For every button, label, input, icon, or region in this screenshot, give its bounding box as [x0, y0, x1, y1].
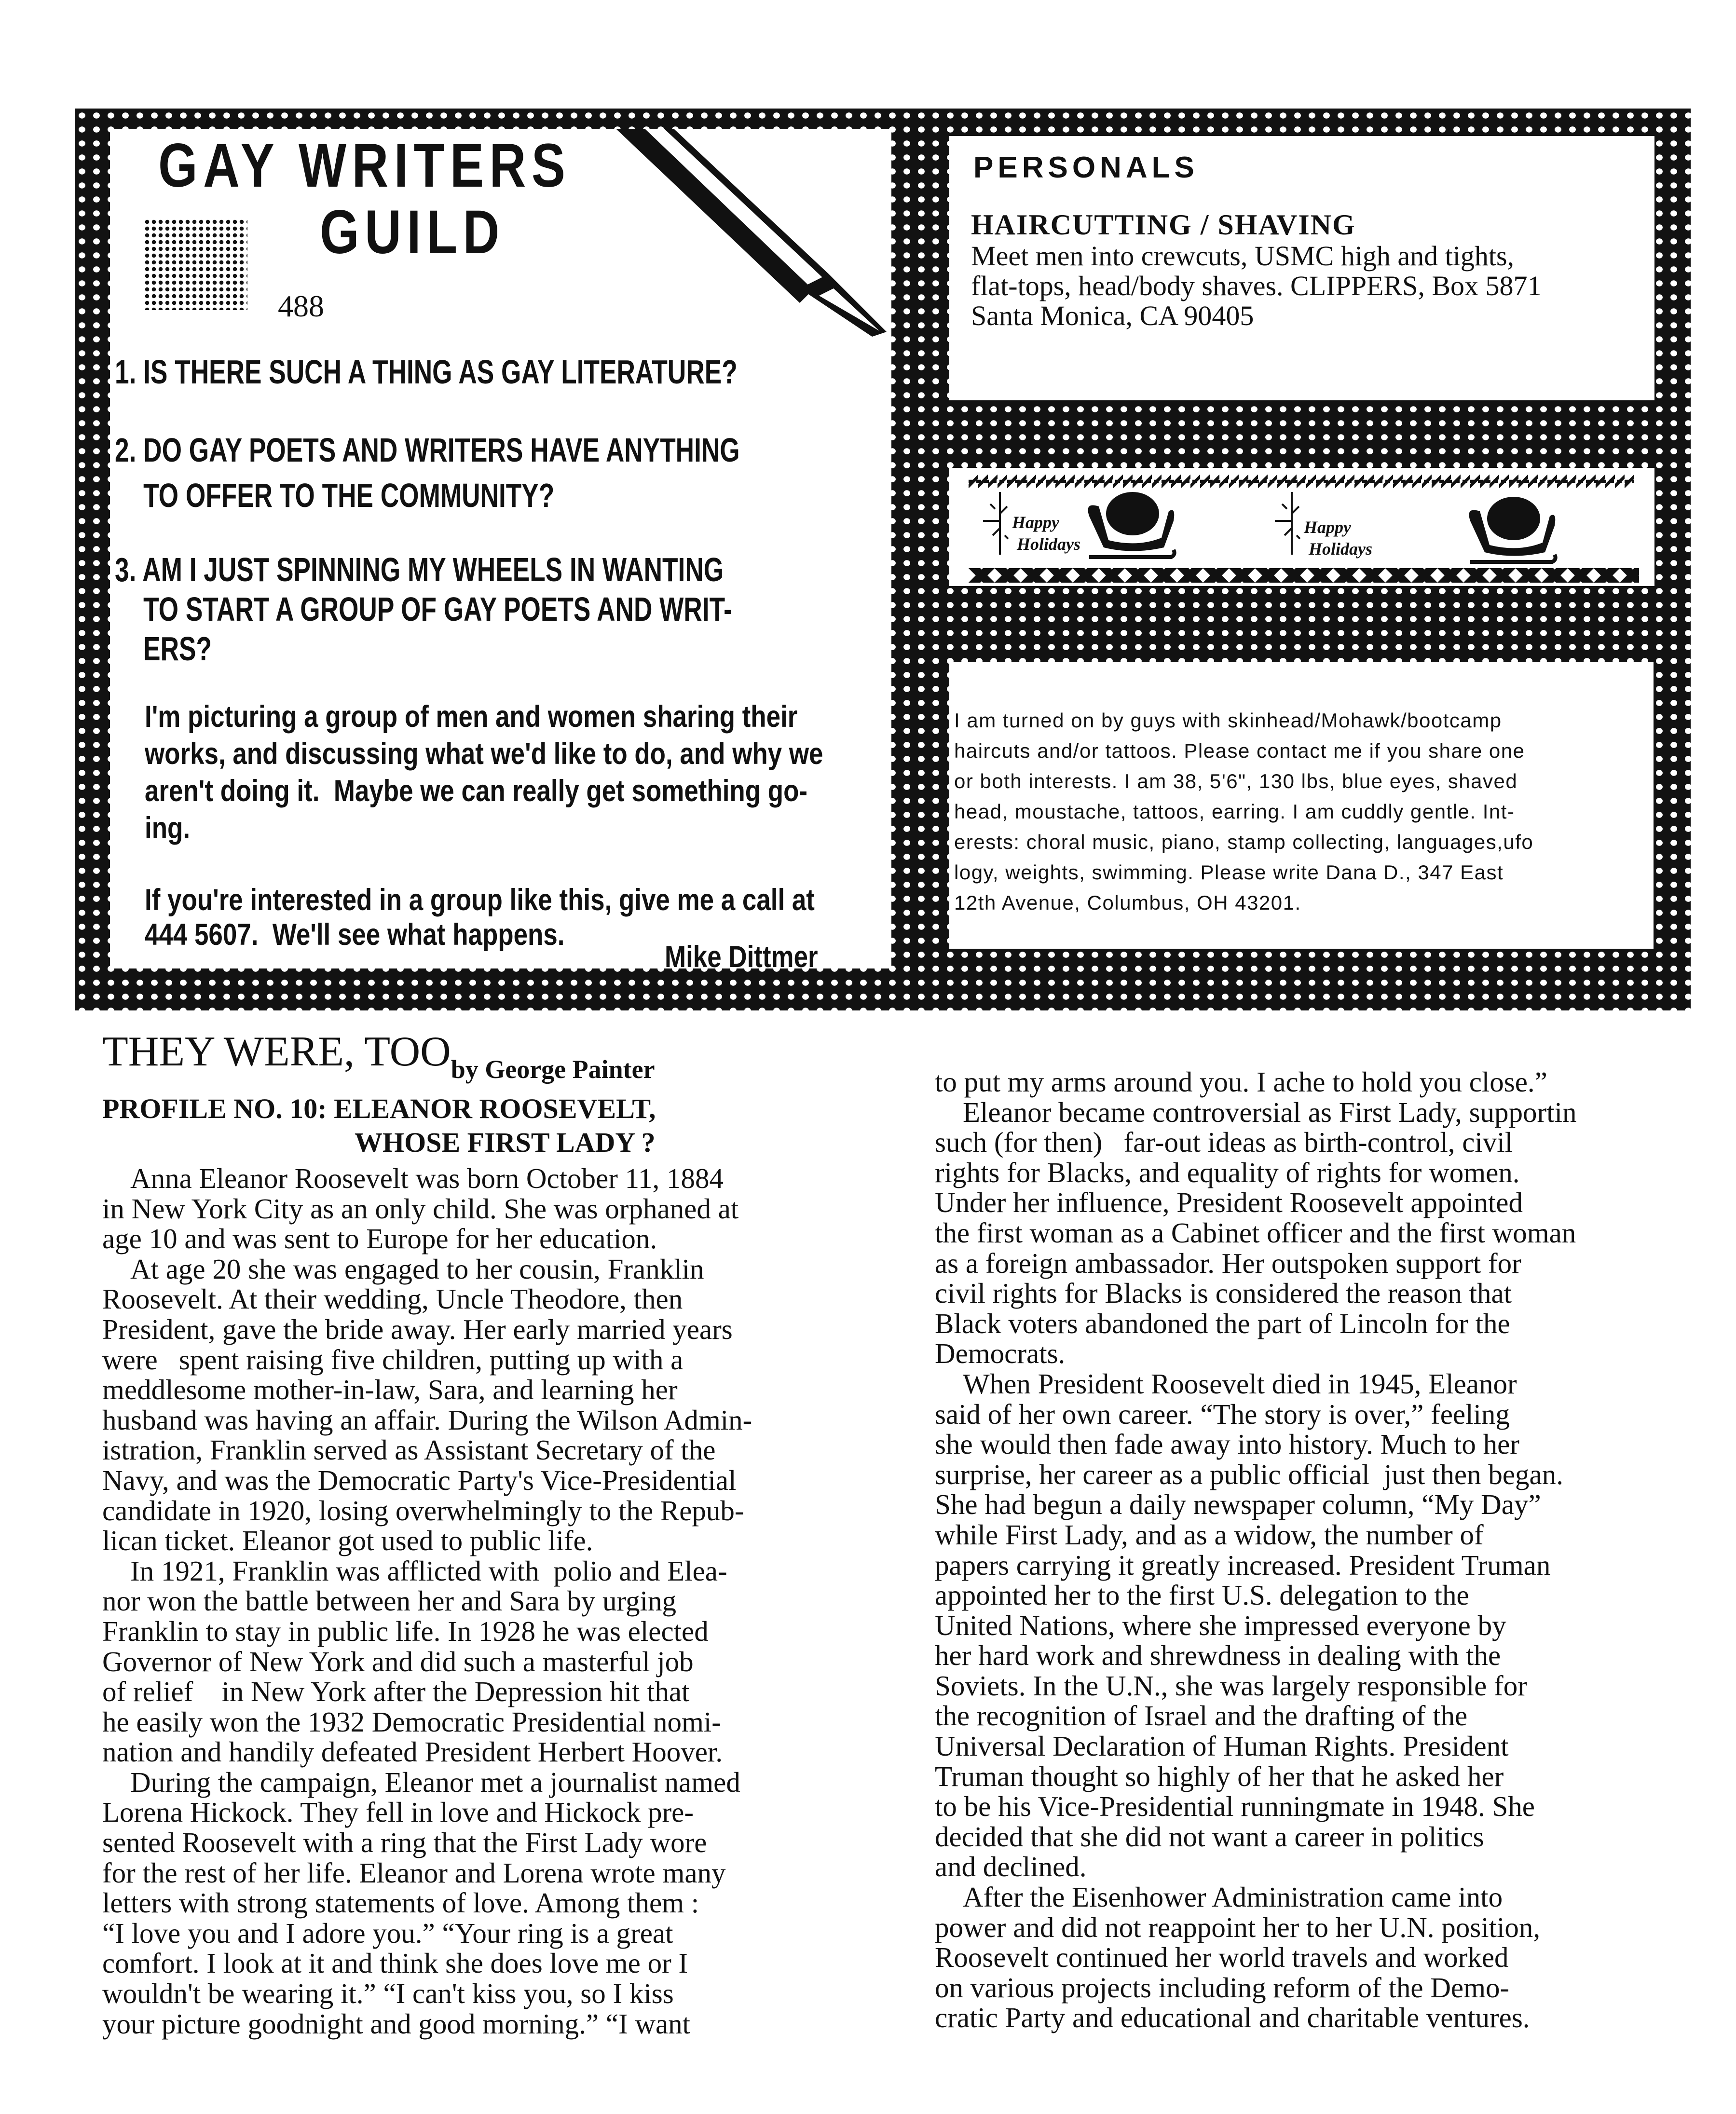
- text-line: President, gave the bride away. Her early married years: [102, 1313, 733, 1345]
- text-line: or both interests. I am 38, 5'6", 130 lbs, blue eyes, shaved: [954, 770, 1518, 792]
- text-line: and declined.: [935, 1851, 1087, 1883]
- text-line: aren't doing it. Maybe we can really get something go-: [145, 774, 808, 808]
- text-line: After the Eisenhower Administration came into: [963, 1881, 1503, 1913]
- text-line: 1. IS THERE SUCH A THING AS GAY LITERATURE?: [115, 353, 738, 391]
- text-line: erests: choral music, piano, stamp collecting, languages,ufo: [954, 831, 1534, 853]
- text-line: “I love you and I adore you.” “Your ring is a great: [102, 1917, 673, 1949]
- text-line: ing.: [145, 811, 191, 845]
- arrow-border-top-marks: [969, 475, 1634, 488]
- text-line: haircuts and/or tattoos. Please contact me if you share one: [954, 739, 1525, 762]
- text-line: on various projects including reform of the Demo-: [935, 1971, 1510, 2004]
- text-line: the first woman as a Cabinet officer and the first woman: [935, 1216, 1576, 1249]
- text-line: During the campaign, Eleanor met a journalist named: [130, 1766, 740, 1798]
- text-line: meddlesome mother-in-law, Sara, and learning her: [102, 1374, 678, 1406]
- guild-title-line2: GUILD: [320, 198, 505, 267]
- text-line: decided that she did not want a career in politics: [935, 1820, 1484, 1853]
- text-line: Roosevelt continued her world travels and worked: [935, 1941, 1509, 1974]
- text-line: to be his Vice-Presidential runningmate in 1948. She: [935, 1790, 1535, 1823]
- text-line: At age 20 she was engaged to her cousin, Franklin: [130, 1253, 704, 1285]
- text-line: Franklin to stay in public life. In 1928 he was elected: [102, 1615, 709, 1647]
- text-line: sented Roosevelt with a ring that the First Lady wore: [102, 1827, 707, 1859]
- question-3: [115, 550, 732, 668]
- text-line: surprise, her career as a public official just then began.: [935, 1458, 1563, 1490]
- greeting-holidays-1: Holidays: [1017, 534, 1080, 554]
- text-line: In 1921, Franklin was afflicted with polio and Elea-: [130, 1555, 727, 1587]
- text-line: 2. DO GAY POETS AND WRITERS HAVE ANYTHING: [115, 431, 740, 469]
- text-line: lican ticket. Eleanor got used to public life.: [102, 1525, 593, 1557]
- text-line: flat-tops, head/body shaves. CLIPPERS, Box 5871: [971, 270, 1542, 301]
- text-line: head, moustache, tattoos, earring. I am cuddly gentle. Int-: [954, 800, 1515, 823]
- text-line: in New York City as an only child. She was orphaned at: [102, 1192, 739, 1225]
- guild-title-line1: GAY WRITERS: [158, 131, 571, 200]
- personal-ad-dana: [949, 662, 1654, 949]
- guild-number: 488: [278, 289, 324, 323]
- text-line: nation and handily defeated President Herbert Hoover.: [102, 1736, 723, 1768]
- fountain-pen-icon: [616, 129, 896, 341]
- text-line: I'm picturing a group of men and women sharing their: [145, 700, 798, 734]
- text-line: of relief in New York after the Depression hit that: [102, 1676, 690, 1708]
- text-line: nor won the battle between her and Sara by urging: [102, 1585, 677, 1617]
- text-line: cratic Party and educational and charitable ventures.: [935, 2002, 1530, 2034]
- text-line: Eleanor became controversial as First Lady, supportin: [963, 1096, 1577, 1128]
- text-line: for the rest of her life. Eleanor and Lorena wrote many: [102, 1856, 726, 1889]
- happy-holidays-banner: [949, 468, 1654, 586]
- text-line: Black voters abandoned the part of Lincoln for the: [935, 1307, 1510, 1339]
- text-line: Governor of New York and did such a masterful job: [102, 1645, 694, 1678]
- question-2: [115, 427, 740, 518]
- text-line: papers carrying it greatly increased. President Truman: [935, 1549, 1551, 1581]
- text-line: If you're interested in a group like this, give me a call at: [145, 883, 815, 917]
- column-title: THEY WERE, TOO: [102, 1028, 451, 1075]
- text-line: Truman thought so highly of her that he asked her: [935, 1760, 1504, 1792]
- text-line: said of her own career. “The story is over,” feeling: [935, 1398, 1510, 1430]
- text-line: ERS?: [115, 630, 212, 668]
- text-line: comfort. I look at it and think she does love me or I: [102, 1947, 688, 1979]
- text-line: Santa Monica, CA 90405: [971, 300, 1254, 331]
- text-line: such (for then) far-out ideas as birth-control, civil: [935, 1126, 1513, 1159]
- diamond-border-bottom: [969, 568, 1639, 583]
- text-line: civil rights for Blacks is considered the reason that: [935, 1277, 1512, 1309]
- sleigh-icon: [1080, 487, 1181, 564]
- text-line: Lorena Hickock. They fell in love and Hickock pre-: [102, 1796, 694, 1828]
- text-line: Universal Declaration of Human Rights. President: [935, 1730, 1509, 1762]
- greeting-holidays-2: Holidays: [1309, 539, 1372, 559]
- text-line: 3. AM I JUST SPINNING MY WHEELS IN WANTING: [115, 551, 724, 588]
- text-line: letters with strong statements of love. Among them :: [102, 1887, 699, 1919]
- text-line: Soviets. In the U.N., she was largely responsible for: [935, 1669, 1527, 1702]
- text-line: candidate in 1920, losing overwhelmingly to the Repub-: [102, 1494, 744, 1527]
- text-line: She had begun a daily newspaper column, “My Day”: [935, 1488, 1541, 1521]
- text-line: Democrats.: [935, 1337, 1066, 1370]
- text-line: were spent raising five children, putting up with a: [102, 1343, 683, 1376]
- text-line: Meet men into crewcuts, USMC high and tights,: [971, 240, 1515, 272]
- text-line: age 10 and was sent to Europe for her education.: [102, 1223, 657, 1255]
- article-left-column: [102, 1163, 752, 2039]
- text-line: istration, Franklin served as Assistant Secretary of the: [102, 1434, 716, 1466]
- text-line: works, and discussing what we'd like to do, and why we: [145, 737, 823, 771]
- text-line: rights for Blacks, and equality of rights for women.: [935, 1156, 1520, 1188]
- text-line: United Nations, where she impressed everyone by: [935, 1609, 1506, 1641]
- text-line: he easily won the 1932 Democratic Presidential nomi-: [102, 1705, 721, 1738]
- sleigh-icon: [1461, 492, 1562, 569]
- text-line: Navy, and was the Democratic Party's Vice-Presidential: [102, 1464, 737, 1496]
- halftone-square-icon: [144, 218, 247, 310]
- guild-signature: Mike Dittmer: [665, 940, 818, 974]
- snowflake-icon: [1270, 490, 1304, 557]
- text-line: 444 5607. We'll see what happens.: [145, 918, 565, 952]
- text-line: I am turned on by guys with skinhead/Mohawk/bootcamp: [954, 709, 1502, 732]
- greeting-happy-2: Happy: [1304, 518, 1351, 537]
- text-line: as a foreign ambassador. Her outspoken support for: [935, 1247, 1521, 1279]
- text-line: When President Roosevelt died in 1945, Eleanor: [963, 1367, 1517, 1400]
- text-line: TO START A GROUP OF GAY POETS AND WRIT-: [115, 590, 732, 628]
- profile-heading-line1: PROFILE NO. 10: ELEANOR ROOSEVELT,: [102, 1093, 656, 1124]
- text-line: 12th Avenue, Columbus, OH 43201.: [954, 891, 1301, 914]
- article-right-column: [935, 1067, 1576, 2033]
- gay-writers-guild-ad: [110, 129, 891, 974]
- guild-body-1: [145, 698, 823, 847]
- text-line: husband was having an affair. During the Wilson Admin-: [102, 1404, 752, 1436]
- profile-heading-line2: WHOSE FIRST LADY ?: [355, 1127, 656, 1158]
- text-line: while First Lady, and as a widow, the number of: [935, 1518, 1484, 1551]
- byline: by George Painter: [451, 1055, 655, 1084]
- text-line: wouldn't be wearing it.” “I can't kiss you, so I kiss: [102, 1978, 674, 2010]
- text-line: the recognition of Israel and the drafting of the: [935, 1700, 1468, 1732]
- article-title: [102, 1027, 655, 1084]
- haircutting-title: HAIRCUTTING / SHAVING: [971, 209, 1356, 241]
- text-line: power and did not reappoint her to her U.N. position,: [935, 1911, 1541, 1943]
- text-line: she would then fade away into history. Much to her: [935, 1428, 1519, 1460]
- text-line: TO OFFER TO THE COMMUNITY?: [115, 477, 555, 514]
- text-line: your picture goodnight and good morning.” “I want: [102, 2007, 691, 2040]
- text-line: Anna Eleanor Roosevelt was born October 11, 1884: [130, 1162, 724, 1194]
- text-line: her hard work and shrewdness in dealing with the: [935, 1639, 1501, 1672]
- text-line: Roosevelt. At their wedding, Uncle Theodore, then: [102, 1283, 683, 1315]
- haircutting-body: [971, 241, 1542, 331]
- text-line: logy, weights, swimming. Please write Dana D., 347 East: [954, 861, 1504, 884]
- question-1: [115, 352, 738, 392]
- text-line: Under her influence, President Roosevelt appointed: [935, 1187, 1523, 1219]
- personals-heading: PERSONALS: [973, 151, 1199, 184]
- personals-haircutting-ad: [949, 136, 1654, 400]
- text-line: appointed her to the first U.S. delegation to the: [935, 1579, 1469, 1611]
- greeting-happy-1: Happy: [1012, 513, 1059, 532]
- text-line: to put my arms around you. I ache to hold you close.”: [935, 1066, 1547, 1098]
- personal-ad-body: [954, 705, 1533, 918]
- snowflake-icon: [978, 490, 1012, 557]
